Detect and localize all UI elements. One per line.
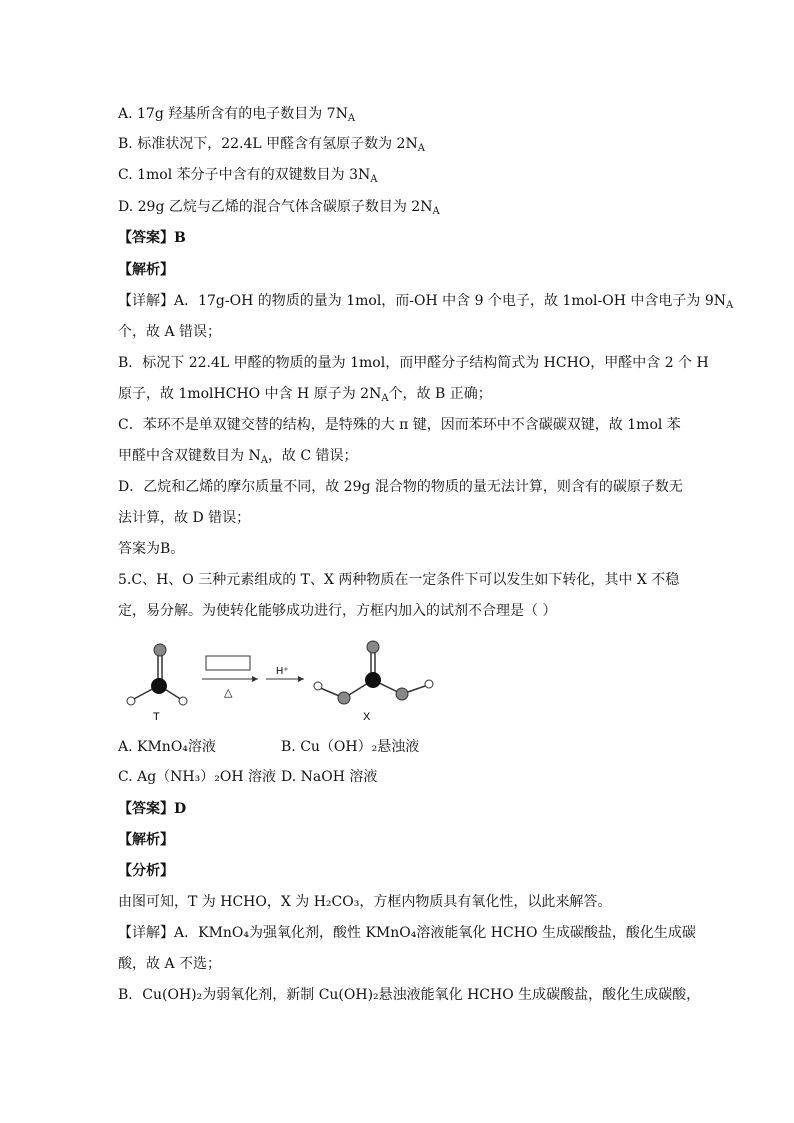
- hydrogen-atom: [179, 697, 187, 705]
- q5-analysis-heading: 【解析】: [118, 832, 174, 848]
- carbon-atom: [365, 672, 381, 688]
- q4-detail-d-line1: D．乙烷和乙烯的摩尔质量不同，故 29g 混合物的物质的量无法计算，则含有的碳原子数无: [118, 479, 683, 495]
- subscript: A: [417, 143, 425, 154]
- h-plus-label: H⁺: [276, 666, 289, 677]
- q4-analysis-heading: 【解析】: [118, 262, 174, 278]
- subscript: A: [370, 174, 378, 185]
- subscript: A: [432, 206, 440, 217]
- q4-detail-d-line2: 法计算，故 D 错误；: [118, 510, 251, 526]
- carbon-atom: [151, 678, 167, 694]
- q4-detail-c-line2: [118, 446, 358, 466]
- q5-options-row1: [118, 737, 419, 757]
- q5-answer: 【答案】D: [118, 801, 187, 817]
- q4-detail-c-text: 甲醛中含双键数目为 N: [118, 448, 261, 464]
- oxygen-atom: [338, 692, 350, 704]
- q5-option-c: C. Ag（NH₃）₂OH 溶液: [118, 769, 277, 785]
- q4-detail-c-text-end: ，故 C 错误；: [267, 448, 358, 464]
- oxygen-atom: [367, 641, 379, 653]
- q5-fenxi-heading: 【分析】: [118, 863, 174, 879]
- q4-conclusion: 答案为B。: [118, 541, 185, 557]
- molecule-t: [127, 644, 187, 723]
- q4-option-a-text: A. 17g 羟基所含有的电子数目为 7N: [118, 106, 348, 122]
- q4-option-b: [118, 134, 425, 154]
- q5-stem-line1: 5.C、H、O 三种元素组成的 T、X 两种物质在一定条件下可以发生如下转化，其中 X 不稳: [118, 572, 680, 588]
- q4-detail-b-text: 原子，故 1molHCHO 中含 H 原子为 2N: [118, 386, 382, 402]
- reagent-box: [206, 656, 250, 670]
- q5-fenxi-text: 由图可知，T 为 HCHO，X 为 H₂CO₃，方框内物质具有氧化性，以此来解答。: [118, 894, 612, 910]
- oxygen-atom: [154, 644, 166, 656]
- subscript: A: [381, 393, 389, 404]
- reaction-arrows: [202, 656, 304, 699]
- q5-option-b: B. Cu（OH）₂悬浊液: [281, 739, 420, 755]
- q4-option-c: [118, 165, 378, 185]
- q5-option-d: D. NaOH 溶液: [281, 769, 378, 785]
- q4-detail-a-line1: [118, 291, 733, 311]
- q5-detail-b-line1: B．Cu(OH)₂为弱氧化剂，新制 Cu(OH)₂悬浊液能氧化 HCHO 生成碳酸盐，酸化生成碳酸，: [118, 987, 701, 1003]
- hydrogen-atom: [314, 682, 322, 690]
- heat-symbol: △: [224, 686, 233, 699]
- label-t: T: [153, 711, 160, 723]
- q4-answer: 【答案】B: [118, 230, 186, 246]
- q4-detail-b-line2: [118, 384, 492, 404]
- molecule-x: [314, 641, 433, 723]
- q4-option-c-text: C. 1mol 苯分子中含有的双键数目为 3N: [118, 167, 371, 183]
- q4-detail-a-line2: 个，故 A 错误；: [118, 324, 222, 340]
- q5-detail-a-line1: 【详解】A．KMnO₄为强氧化剂，酸性 KMnO₄溶液能氧化 HCHO 生成碳酸盐，酸化生成碳: [118, 925, 696, 941]
- q5-detail-a-line2: 酸，故 A 不选；: [118, 956, 222, 972]
- q5-option-a: A. KMnO₄溶液: [118, 739, 216, 755]
- q4-detail-a-text: 【详解】A．17g-OH 的物质的量为 1mol，而-OH 中含 9 个电子，故 1mol-OH 中含电子为 9N: [118, 293, 726, 309]
- q4-detail-b-text-end: 个，故 B 正确；: [388, 386, 492, 402]
- subscript: A: [347, 113, 356, 124]
- hydrogen-atom: [425, 680, 433, 688]
- hydrogen-atom: [127, 697, 135, 705]
- q4-option-a: [118, 104, 355, 124]
- q4-detail-c-line1: C．苯环不是单双键交替的结构，是特殊的大 π 键，因而苯环中不含碳碳双键，故 1mol 苯: [118, 417, 681, 433]
- q4-detail-b-line1: B．标况下 22.4L 甲醛的物质的量为 1mol，而甲醛分子结构简式为 HCHO，甲醛中含 2 个 H: [118, 355, 709, 371]
- q5-stem-line2: 定，易分解。为使转化能够成功进行，方框内加入的试剂不合理是（ ）: [118, 603, 557, 619]
- subscript: A: [260, 455, 268, 466]
- q5-options-row2: [118, 767, 377, 787]
- reaction-diagram: [118, 638, 448, 728]
- q4-option-d: [118, 197, 440, 217]
- q4-option-b-text: B. 标准状况下，22.4L 甲醛含有氢原子数为 2N: [118, 136, 418, 152]
- oxygen-atom: [396, 688, 408, 700]
- label-x: X: [363, 711, 371, 723]
- q4-option-d-text: D. 29g 乙烷与乙烯的混合气体含碳原子数目为 2N: [118, 199, 433, 215]
- subscript: A: [725, 300, 734, 311]
